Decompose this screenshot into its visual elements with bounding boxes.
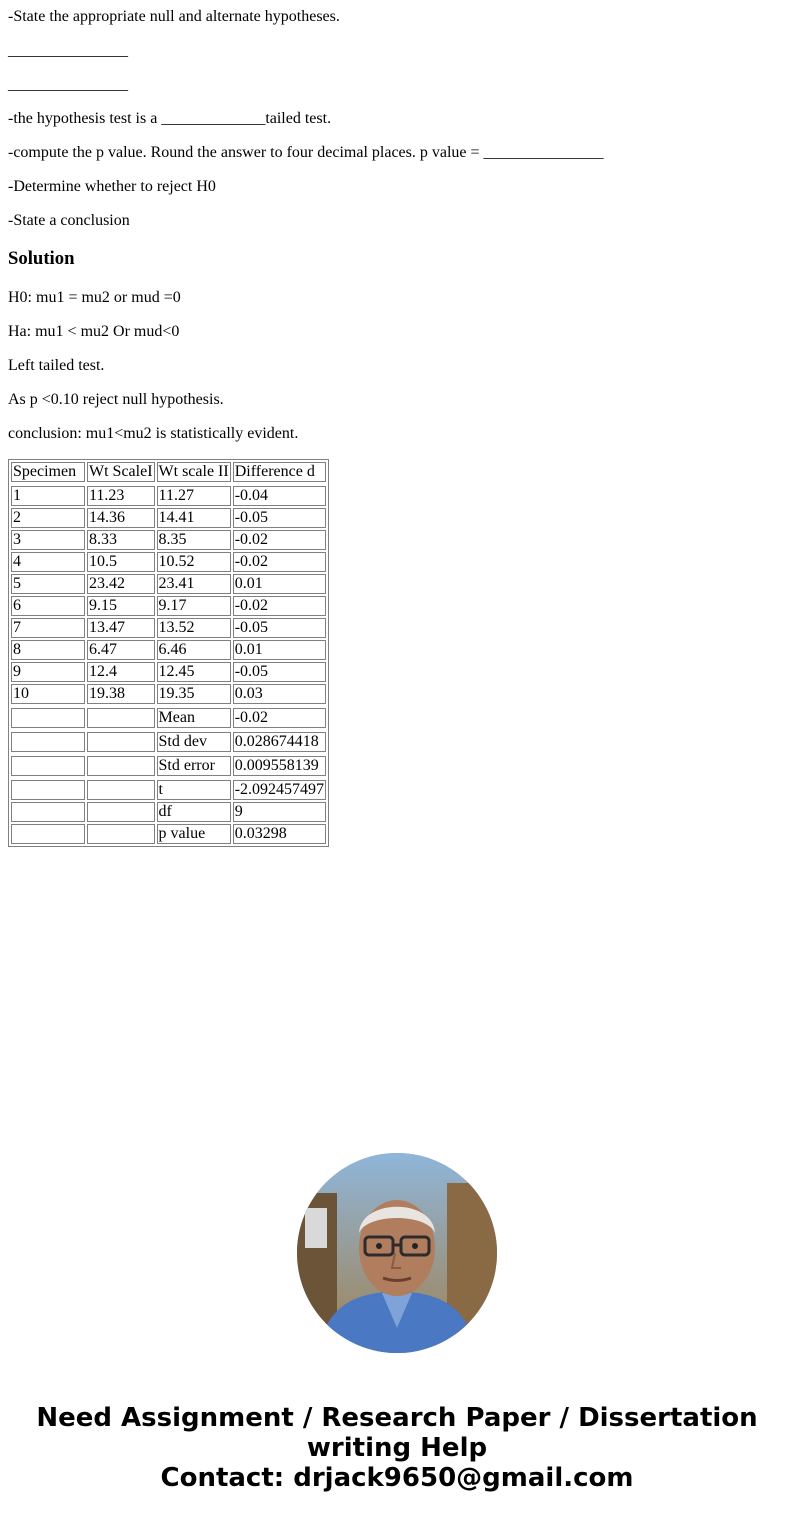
stat-label: p value xyxy=(157,824,231,844)
footer-line-2: writing Help xyxy=(306,1433,488,1463)
stats-row xyxy=(11,708,326,728)
cell-wt-scale-2: 23.41 xyxy=(157,574,231,594)
stat-value: 9 xyxy=(233,802,326,822)
stat-value: -2.092457497 xyxy=(234,781,325,798)
empty-cell xyxy=(11,732,85,752)
cell-specimen: 9 xyxy=(11,662,85,682)
cell-wt-scale-1: 6.47 xyxy=(87,640,155,660)
table-row xyxy=(11,684,326,704)
empty-cell xyxy=(87,802,155,822)
solution-decision: As p <0.10 reject null hypothesis. xyxy=(8,391,224,408)
header-wt-scale-1: Wt ScaleI xyxy=(89,463,153,480)
stat-value: 0.03298 xyxy=(233,824,326,844)
solution-conclusion: conclusion: mu1<mu2 is statistically evident. xyxy=(8,425,299,442)
answer-blank-1: _______________ xyxy=(8,42,128,59)
answer-blank-2: _______________ xyxy=(8,76,128,93)
empty-cell xyxy=(87,756,155,776)
cell-wt-scale-2: 14.41 xyxy=(157,508,231,528)
cell-specimen: 4 xyxy=(11,552,85,572)
table-row xyxy=(11,662,326,682)
cell-wt-scale-2: 13.52 xyxy=(157,618,231,638)
stat-label: Std dev xyxy=(157,732,231,752)
question-conclusion: -State a conclusion xyxy=(8,212,130,229)
cell-wt-scale-2: 8.35 xyxy=(157,530,231,550)
header-specimen: Specimen xyxy=(11,462,85,482)
cell-specimen: 5 xyxy=(11,574,85,594)
cell-wt-scale-1: 23.42 xyxy=(87,574,155,594)
cell-difference: -0.02 xyxy=(233,596,326,616)
cell-specimen: 3 xyxy=(11,530,85,550)
header-wt-scale-2: Wt scale II xyxy=(158,463,229,480)
empty-cell xyxy=(87,732,155,752)
promo-footer xyxy=(0,1403,794,1493)
table-row xyxy=(11,618,326,638)
empty-cell xyxy=(11,756,85,776)
cell-wt-scale-1: 13.47 xyxy=(87,618,155,638)
stats-row xyxy=(11,756,326,776)
table-row xyxy=(11,508,326,528)
table-row xyxy=(11,530,326,550)
stat-value: 0.028674418 xyxy=(233,732,326,752)
solution-null-hypothesis: H0: mu1 = mu2 or mud =0 xyxy=(8,289,181,306)
header-difference: Difference d xyxy=(233,462,326,482)
stats-row xyxy=(11,824,326,844)
footer-line-3: Contact: drjack9650@gmail.com xyxy=(160,1463,634,1493)
cell-specimen: 1 xyxy=(11,486,85,506)
table-row xyxy=(11,552,326,572)
question-hypotheses: -State the appropriate null and alternate hypotheses. xyxy=(8,8,340,25)
cell-wt-scale-1: 14.36 xyxy=(87,508,155,528)
empty-cell xyxy=(11,802,85,822)
empty-cell xyxy=(11,708,85,728)
table-row xyxy=(11,486,326,506)
cell-difference: 0.03 xyxy=(233,684,326,704)
table-row xyxy=(11,574,326,594)
cell-wt-scale-1: 12.4 xyxy=(87,662,155,682)
cell-difference: -0.02 xyxy=(233,530,326,550)
stat-label: df xyxy=(157,802,231,822)
stats-row xyxy=(11,780,326,800)
solution-alt-hypothesis: Ha: mu1 < mu2 Or mud<0 xyxy=(8,323,180,340)
cell-difference: 0.01 xyxy=(233,640,326,660)
stat-value: 0.009558139 xyxy=(233,756,326,776)
author-photo xyxy=(297,1153,497,1353)
data-table xyxy=(8,459,329,847)
empty-cell xyxy=(11,780,85,800)
cell-wt-scale-2: 11.27 xyxy=(157,486,231,506)
table-row xyxy=(11,640,326,660)
empty-cell xyxy=(87,824,155,844)
stat-label: Mean xyxy=(157,708,231,728)
cell-specimen: 10 xyxy=(11,684,85,704)
cell-wt-scale-2: 12.45 xyxy=(157,662,231,682)
cell-difference: -0.04 xyxy=(233,486,326,506)
cell-specimen: 7 xyxy=(11,618,85,638)
solution-heading: Solution xyxy=(8,248,75,269)
cell-wt-scale-1: 10.5 xyxy=(87,552,155,572)
question-p-value: -compute the p value. Round the answer to four decimal places. p value = _______________ xyxy=(8,144,604,161)
cell-wt-scale-2: 6.46 xyxy=(157,640,231,660)
cell-difference: -0.02 xyxy=(233,552,326,572)
cell-specimen: 2 xyxy=(11,508,85,528)
stat-label: t xyxy=(157,780,231,800)
cell-wt-scale-2: 10.52 xyxy=(157,552,231,572)
question-tail: -the hypothesis test is a _____________tailed test. xyxy=(8,110,332,127)
cell-wt-scale-1: 19.38 xyxy=(87,684,155,704)
empty-cell xyxy=(11,824,85,844)
author-photo-image xyxy=(297,1153,497,1353)
table-row xyxy=(11,596,326,616)
cell-specimen: 8 xyxy=(11,640,85,660)
stat-label: Std error xyxy=(157,756,231,776)
cell-wt-scale-1: 9.15 xyxy=(87,596,155,616)
cell-difference: -0.05 xyxy=(233,618,326,638)
empty-cell xyxy=(87,708,155,728)
cell-wt-scale-1: 11.23 xyxy=(87,486,155,506)
cell-difference: -0.05 xyxy=(233,662,326,682)
solution-tail: Left tailed test. xyxy=(8,357,105,374)
stat-value: -0.02 xyxy=(233,708,326,728)
stats-row xyxy=(11,732,326,752)
cell-difference: 0.01 xyxy=(233,574,326,594)
cell-specimen: 6 xyxy=(11,596,85,616)
cell-difference: -0.05 xyxy=(233,508,326,528)
question-reject: -Determine whether to reject H0 xyxy=(8,178,216,195)
cell-wt-scale-1: 8.33 xyxy=(87,530,155,550)
stats-row xyxy=(11,802,326,822)
cell-wt-scale-2: 19.35 xyxy=(157,684,231,704)
footer-line-1: Need Assignment / Research Paper / Dissertation xyxy=(36,1403,758,1433)
table-header-row xyxy=(11,462,326,482)
cell-wt-scale-2: 9.17 xyxy=(157,596,231,616)
empty-cell xyxy=(87,780,155,800)
